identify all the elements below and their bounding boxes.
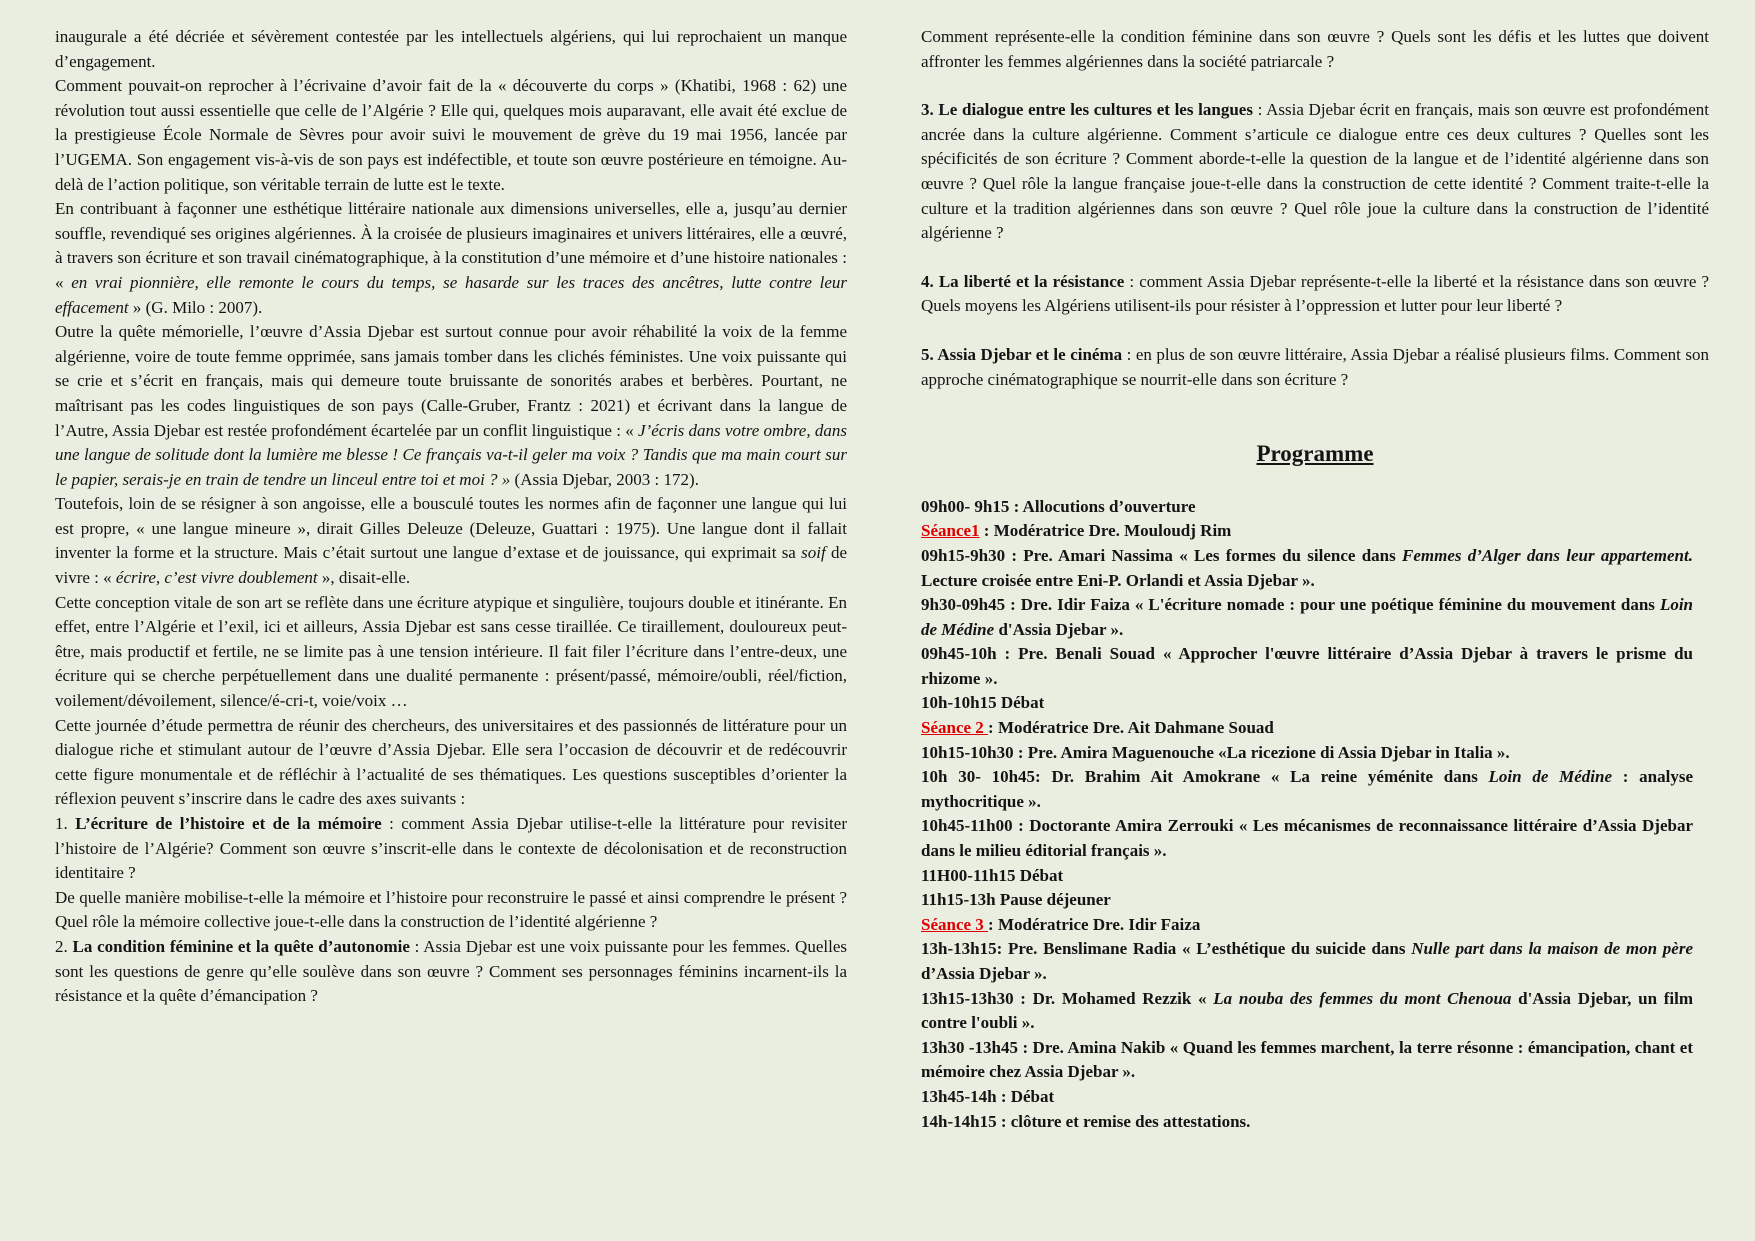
text-run: : Modératrice Dre. Mouloudj Rim — [979, 521, 1232, 541]
paragraph — [921, 913, 1693, 938]
text-run: 3. Le dialogue entre les cultures et les langues — [921, 100, 1253, 120]
text-run: En contribuant à façonner une esthétique littéraire nationale aux dimensions universelles, elle a, jusqu’au dernier souffle, revendiqué ses origines algériennes. À la croisée de plusieurs imaginaires et univers littéraires, elle a œuvré, à travers son écriture et son travail cinématographique, à la constitution d’une mémoire et d’une histoire nationales : « — [55, 199, 847, 292]
text-run: : analyse mythocritique ». — [921, 767, 1693, 811]
text-run: : comment Assia Djebar utilise-t-elle la littérature pour revisiter l’histoire de l’Algérie? Comment son œuvre s’inscrit-elle dans le contexte de décolonisation et de reconstruction identitaire ? — [55, 814, 847, 883]
paragraph — [921, 343, 1709, 392]
text-run: 10h 30- 10h45: Dr. Brahim Ait Amokrane « La reine yéménite dans — [921, 767, 1489, 787]
paragraph — [921, 519, 1693, 544]
text-run: Cette journée d’étude permettra de réunir des chercheurs, des universitaires et des passionnés de littérature pour un dialogue riche et stimulant autour de l’œuvre d’Assia Djebar. Elle sera l’occasion de découvrir et de redécouvrir cette figure monumentale et de réfléchir à l’actualité de ses thématiques. Les questions susceptibles d’orienter la réflexion peuvent s’inscrire dans le cadre des axes suivants : — [55, 715, 847, 809]
paragraph — [55, 492, 847, 590]
text-run: 09h45-10h : Pre. Benali Souad « Approcher l'œuvre littéraire d’Assia Djebar à travers le prisme du rhizome ». — [921, 644, 1693, 688]
paragraph — [55, 320, 847, 492]
text-run: 10h15-10h30 : Pre. Amira Maguenouche «La ricezione di Assia Djebar in Italia ». — [921, 742, 1510, 762]
right-column — [921, 25, 1709, 1134]
paragraph — [55, 25, 847, 74]
text-run: 10h-10h15 Débat — [921, 693, 1045, 713]
paragraph — [55, 812, 847, 886]
text-run: Lecture croisée entre Eni-P. Orlandi et Assia Djebar ». — [921, 570, 1315, 590]
text-run: 13h15-13h30 : Dr. Mohamed Rezzik « — [921, 988, 1214, 1008]
text-run: », disait-elle. — [317, 568, 411, 588]
text-run: d’Assia Djebar ». — [921, 964, 1047, 983]
text-run: L’écriture de l’histoire et de la mémoire — [75, 814, 382, 833]
text-run: Comment représente-elle la condition féminine dans son œuvre ? Quels sont les défis et les luttes que doivent affronter les femmes algériennes dans la société patriarcale ? — [921, 27, 1709, 71]
text-run: Loin de Médine — [921, 595, 1693, 639]
text-run: en vrai pionnière, elle remonte le cours du temps, se hasarde sur les traces des ancêtres, lutte contre leur effacement — [55, 272, 847, 317]
paragraph — [55, 74, 847, 197]
text-run: De quelle manière mobilise-t-elle la mémoire et l’histoire pour reconstruire le passé et ainsi comprendre le présent ? Quel rôle la mémoire collective joue-t-elle dans la construction de l’identité algérienne ? — [55, 887, 847, 932]
paragraph — [921, 741, 1693, 766]
paragraph — [921, 987, 1693, 1036]
text-run: Toutefois, loin de se résigner à son angoisse, elle a bousculé toutes les normes afin de façonner une langue qui lui est propre, « une langue mineure », dirait Gilles Deleuze (Deleuze, Guattari : 1975). Une langue dont il fallait inventer la forme et la structure. Mais c’était surtout une langue d’extase et de jouissance, qui exprimait sa — [55, 494, 847, 563]
programme-title: Programme — [1256, 441, 1374, 467]
paragraph — [55, 886, 847, 935]
text-run: (Assia Djebar, 2003 : 172). — [510, 469, 699, 489]
paragraph — [921, 1085, 1693, 1110]
text-run: 9h30-09h45 : Dre. Idir Faiza « L'écriture nomade : pour une poétique féminine du mouvement dans — [921, 595, 1660, 615]
paragraph — [921, 937, 1693, 986]
seance-label: Séance1 — [921, 521, 980, 541]
text-run: 11h15-13h Pause déjeuner — [921, 890, 1111, 910]
text-run: La nouba des femmes du mont Chenoua — [1213, 988, 1512, 1008]
text-run: Nulle part dans la maison de mon père — [1411, 939, 1693, 959]
paragraph — [921, 98, 1709, 246]
paragraph — [921, 593, 1693, 642]
text-run: de vivre : « — [55, 543, 847, 588]
text-run: 11H00-11h15 Débat — [921, 865, 1064, 885]
seance-label: Séance 3 — [921, 914, 989, 934]
paragraph — [921, 270, 1709, 319]
text-run: 09h00- 9h15 : Allocutions d’ouverture — [921, 496, 1196, 516]
text-run: Cette conception vitale de son art se reflète dans une écriture atypique et singulière, toujours double et itinérante. En effet, entre l’Algérie et l’exil, ici et ailleurs, Assia Djebar est sans cesse tiraillée. Ce tiraillement, douloureux peut-être, mais productif et fertile, ne se limite pas à une tension intérieure. Il fait filer l’écriture dans l’entre-deux, une écriture qui se cherche perpétuellement dans une dualité permanente : présent/passé, mémoire/oubli, réel/fiction, voilement/dévoilement, silence/é-cri-t, voie/voix … — [55, 592, 847, 711]
text-run: 5. Assia Djebar et le cinéma — [921, 344, 1123, 364]
text-run: écrire, c’est vivre doublement — [115, 568, 318, 588]
text-run: 14h-14h15 : clôture et remise des attestations. — [921, 1111, 1251, 1131]
text-run: : en plus de son œuvre littéraire, Assia Djebar a réalisé plusieurs films. Comment son approche cinématographique se nourrit-elle dans son écriture ? — [921, 344, 1709, 389]
text-run: soif — [801, 543, 826, 563]
text-run: Outre la quête mémorielle, l’œuvre d’Assia Djebar est surtout connue pour avoir réhabilité la voix de la femme algérienne, voire de toute femme opprimée, sans jamais tomber dans les clichés féministes. Une voix puissante qui se crie et s’écrit en français, mais qui demeure toute bruissante de sonorités arabes et berbères. Pourtant, ne maîtrisant pas les codes linguistiques de son pays (Calle-Gruber, Frantz : 2021) et écrivant dans la langue de l’Autre, Assia Djebar est restée profondément écartelée par un conflit linguistique : « — [55, 322, 847, 440]
text-run: : comment Assia Djebar représente-t-elle la liberté et la résistance dans son œuvre ? Quels moyens les Algériens utilisent-ils pour résister à l’oppression et lutter pour leur liberté ? — [921, 271, 1709, 316]
text-run: Loin de Médine — [1488, 767, 1613, 787]
paragraph — [55, 197, 847, 320]
text-run: 1. — [55, 814, 76, 833]
paragraph — [921, 864, 1693, 889]
text-run: 13h-13h15: Pre. Benslimane Radia « L’esthétique du suicide dans — [921, 939, 1412, 959]
paragraph — [921, 814, 1693, 863]
paragraph — [921, 716, 1693, 741]
text-run: 10h45-11h00 : Doctorante Amira Zerrouki « Les mécanismes de reconnaissance littéraire d’Assia Djebar dans le milieu éditorial français ». — [921, 816, 1693, 861]
paragraph — [55, 591, 847, 714]
text-run: : Assia Djebar écrit en français, mais son œuvre est profondément ancrée dans la culture algérienne. Comment s’articule ce dialogue entre ces deux cultures ? Quelles sont les spécificités de son écriture ? Comment aborde-t-elle la question de la langue et de l’identité algérienne dans son œuvre ? Quel rôle la langue française joue-t-elle dans la construction de cette identité ? Comment traite-t-elle la culture et la tradition algériennes dans son œuvre ? Quel rôle joue la culture dans la construction de l’identité algérienne ? — [921, 100, 1709, 243]
text-run: : Modératrice Dre. Ait Dahmane Souad — [988, 718, 1274, 738]
text-run: : Assia Djebar est une voix puissante pour les femmes. Quelles sont les questions de genre qu’elle soulève dans son œuvre ? Comment ses personnages féminins incarnent-ils la résistance et la quête d’émancipation ? — [55, 936, 847, 1006]
text-run: Comment pouvait-on reprocher à l’écrivaine d’avoir fait de la « découverte du corps » (Khatibi, 1968 : 62) une révolution tout aussi essentielle que celle de l’Algérie ? Elle qui, quelques mois auparavant, elle avait été exclue de la prestigieuse École Normale de Sèvres pour avoir suivi le mouvement de grève du 19 mai 1956, lancée par l’UGEMA. Son engagement vis-à-vis de son pays est indéfectible, et toute son œuvre postérieure en témoigne. Au-delà de l’action politique, son véritable terrain de lutte est le texte. — [55, 76, 847, 194]
paragraph — [921, 765, 1693, 814]
paragraph — [55, 714, 847, 812]
text-run: inaugurale a été décriée et sévèrement contestée par les intellectuels algériens, qui lui reprochaient un manque d’engagement. — [55, 27, 847, 71]
text-run: Femmes d’Alger dans leur appartement. — [1402, 545, 1693, 565]
text-run: : Modératrice Dre. Idir Faiza — [988, 914, 1201, 934]
discussion-axes — [921, 25, 1709, 392]
text-run: d'Assia Djebar ». — [994, 619, 1124, 639]
text-run: 09h15-9h30 : Pre. Amari Nassima « Les formes du silence dans — [921, 545, 1402, 565]
programme-schedule — [921, 495, 1693, 1134]
paragraph — [921, 495, 1693, 520]
paragraph — [921, 1110, 1693, 1135]
paragraph — [921, 544, 1693, 593]
paragraph — [55, 935, 847, 1009]
paragraph — [921, 691, 1693, 716]
seance-label: Séance 2 — [921, 718, 989, 738]
text-run: d'Assia Djebar, un film contre l'oubli ». — [921, 988, 1694, 1033]
text-run: 4. La liberté et la résistance — [921, 271, 1125, 291]
text-run: 2. — [55, 936, 73, 956]
text-run: 13h30 -13h45 : Dre. Amina Nakib « Quand les femmes marchent, la terre résonne : émancipation, chant et mémoire chez Assia Djebar ». — [921, 1037, 1693, 1082]
left-column — [55, 25, 847, 1009]
text-run: 13h45-14h : Débat — [921, 1086, 1055, 1106]
text-run: J’écris dans votre ombre, dans une langue de solitude dont la lumière me blesse ! Ce français va-t-il geler ma voix ? Tandis que ma main court sur le papier, serais-je en train de tendre un linceul entre toi et moi ? » — [55, 420, 848, 489]
paragraph — [921, 25, 1709, 74]
text-run: La condition féminine et la quête d’autonomie — [72, 936, 410, 956]
paragraph — [921, 1036, 1693, 1085]
paragraph — [921, 642, 1693, 691]
paragraph — [921, 888, 1693, 913]
text-run: » (G. Milo : 2007). — [128, 297, 263, 317]
